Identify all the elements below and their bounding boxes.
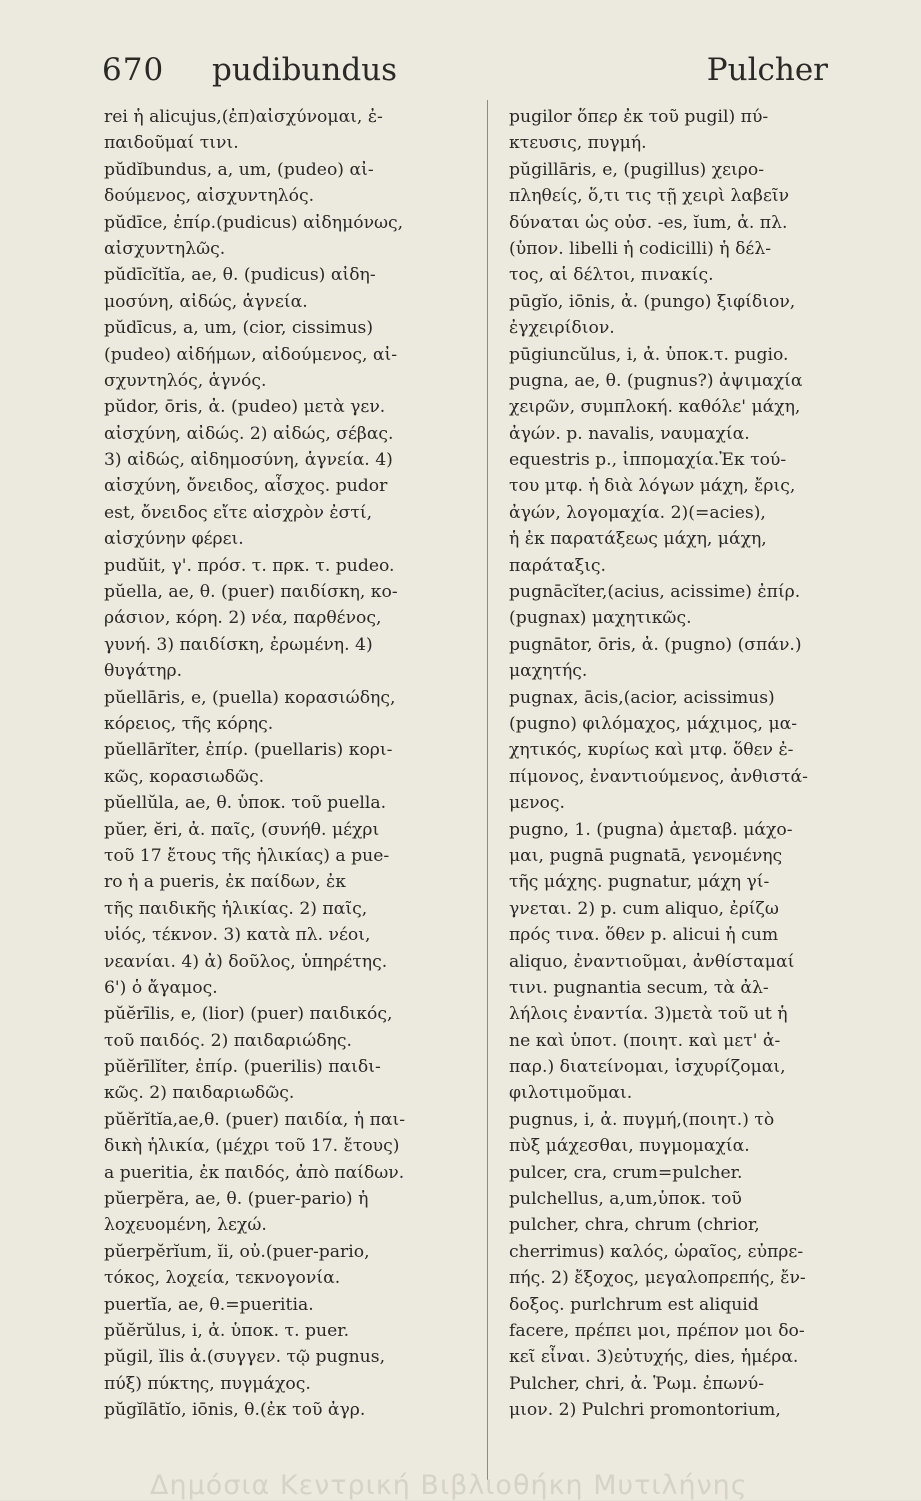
entry-line: πὺξ μάχεσθαι, πυγμομαχία. [509,1136,750,1157]
entry-line: cherrimus) καλός, ὡραῖος, εὐπρε- [509,1241,804,1262]
page-header [102,52,828,94]
entry-line: υἱός, τέκνον. 3) κατὰ πλ. νέοι, [104,925,371,946]
entry-line: pŭgillāris, e, (pugillus) χειρο- [509,159,765,180]
left-column [104,104,462,1424]
entry-line: rei ἡ alicujus,(ἐπ)αἰσχύνομαι, ἐ- [104,107,383,127]
entry-line: κῶς, κορασιωδῶς. [104,766,265,787]
entry-line: αἰσχύνην φέρει. [104,529,244,550]
entry-line: pŭgĭlātĭo, iōnis, θ.(ἐκ τοῦ ἀγρ. [104,1400,366,1421]
entry-line: λήλοις ἐναντία. 3)μετὰ τοῦ ut ἡ [509,1004,788,1025]
entry-line: pulchellus, a,um,ὑποκ. τοῦ [509,1189,742,1210]
entry-line: μαι, pugnā pugnatā, γενομένης [509,845,783,866]
entry-line: ράσιον, κόρη. 2) νέα, παρθένος, [104,608,382,629]
entry-line: ἡ ἐκ παρατάξεως μάχη, μάχη, [509,529,767,550]
entry-line: δικὴ ἡλικία, (μέχρι τοῦ 17. ἔτους) [104,1136,400,1157]
entry-line: τινι. pugnantia secum, τὰ ἀλ- [509,977,769,998]
entry-line: τοῦ 17 ἔτους τῆς ἡλικίας) a pue- [104,845,390,866]
entry-line: τος, αἱ δέλτοι, πινακίς. [509,265,714,286]
entry-line: pugno, 1. (pugna) ἀμεταβ. μάχο- [509,819,793,840]
entry-line: pugna, ae, θ. (pugnus?) ἀψιμαχία [509,370,803,391]
entry-line: πύξ) πύκτης, πυγμάχος. [104,1373,311,1394]
entry-line: pŭellāris, e, (puella) κορασιώδης, [104,687,396,708]
entry-line: pŭerpĕra, ae, θ. (puer-pario) ἡ [104,1189,369,1210]
entry-line: δοξος. purlchrum est aliquid [509,1294,759,1315]
entry-line: γυνή. 3) παιδίσκη, ἐρωμένη. 4) [104,634,373,655]
entry-line: pugnācĭter,(acius, acissime) ἐπίρ. [509,582,801,603]
entry-line: (pugnax) μαχητικῶς. [509,608,692,629]
entry-line: παιδοῦμαί τινι. [104,133,239,154]
entry-line: pŭĕrīlĭter, ἐπίρ. (puerilis) παιδι- [104,1057,381,1078]
entry-line: ro ἡ a pueris, ἐκ παίδων, ἐκ [104,872,346,893]
entry-line: aliquo, ἐναντιοῦμαι, ἀνθίσταμαί [509,951,795,972]
entry-line: δύναται ὡς οὐσ. -es, ĭum, ἀ. πλ. [509,212,788,233]
entry-line: κόρειος, τῆς κόρης. [104,713,274,734]
entry-line: ἀγών, λογομαχία. 2)(=acies), [509,502,766,523]
entry-line: τοῦ παιδός. 2) παιδαριώδης. [104,1030,352,1051]
entry-line: του μτφ. ἡ διὰ λόγων μάχη, ἔρις, [509,476,796,497]
entry-line: λοχευομένη, λεχώ. [104,1215,267,1236]
entry-line: τόκος, λοχεία, τεκνογονία. [104,1268,341,1289]
entry-line: pulcher, chra, chrum (chrior, [509,1215,760,1236]
entry-line: pŭellŭla, ae, θ. ὑποκ. τοῦ puella. [104,793,387,814]
entry-line: ne καὶ ὑποτ. (ποιητ. καὶ μετ' ἀ- [509,1030,781,1051]
entry-line: πληθείς, ὅ,τι τις τῇ χειρὶ λαβεῖν [509,186,790,207]
entry-line: ἐγχειρίδιον. [509,318,615,339]
entry-line: puertĭa, ae, θ.=pueritia. [104,1294,314,1315]
entry-line: est, ὄνειδος εἴτε αἰσχρὸν ἐστί, [104,502,373,523]
entry-line: pŭdīcus, a, um, (cior, cissimus) [104,318,374,339]
entry-line: μοσύνη, αἰδώς, ἁγνεία. [104,291,308,312]
entry-line: pūgiuncŭlus, i, ἀ. ὑποκ.τ. pugio. [509,344,789,365]
entry-line: facere, πρέπει μοι, πρέπον μοι δο- [509,1320,805,1341]
page-number: 670 [102,52,165,88]
entry-line: pŭerpĕrĭum, ĭi, οὐ.(puer-pario, [104,1241,370,1262]
entry-line: τῆς μάχης. pugnatur, μάχη γί- [509,872,770,893]
entry-line: αἰσχύνη, ὄνειδος, αἶσχος. pudor [104,476,388,497]
right-guideword: Pulcher [706,52,828,88]
entry-line: pŭdīcĭtĭa, ae, θ. (pudicus) αἰδη- [104,265,376,286]
entry-line: pugnax, ācis,(acior, acissimus) [509,687,775,708]
entry-line: μιον. 2) Pulchri promontorium, [509,1400,781,1421]
entry-line: παρ.) διατείνομαι, ἰσχυρίζομαι, [509,1057,786,1078]
entry-line: pŭĕrŭlus, i, ἀ. ὑποκ. τ. puer. [104,1320,350,1341]
entry-line: παράταξις. [509,555,607,576]
entry-line: αἰσχύνη, αἰδώς. 2) αἰδώς, σέβας. [104,423,394,444]
entry-line: πής. 2) ἔξοχος, μεγαλοπρεπής, ἔν- [509,1268,806,1289]
entry-line: (pudeo) αἰδήμων, αἰδούμενος, αἰ- [104,344,398,365]
entry-line: αἰσχυντηλῶς. [104,238,226,259]
entry-line: (ὑπον. libelli ἡ codicilli) ἡ δέλ- [509,238,772,259]
right-column [509,104,867,1424]
entry-line: κῶς. 2) παιδαριωδῶς. [104,1083,295,1104]
entry-line: pŭella, ae, θ. (puer) παιδίσκη, κο- [104,582,398,603]
entry-line: 3) αἰδώς, αἰδημοσύνη, ἁγνεία. 4) [104,450,393,471]
entry-line: σχυντηλός, ἁγνός. [104,370,267,391]
entry-line: χητικός, κυρίως καὶ μτφ. ὅθεν ἐ- [509,740,794,761]
entry-line: pudŭit, γ'. πρόσ. τ. πρκ. τ. pudeo. [104,555,395,576]
entry-line: equestris p., ἱππομαχία.Ἐκ τού- [509,450,787,471]
entry-line: pŭdĭbundus, a, um, (pudeo) αἰ- [104,159,374,180]
entry-line: pŭĕrīlis, e, (lior) (puer) παιδικός, [104,1004,393,1025]
entry-line: pŭellārĭter, ἐπίρ. (puellaris) κορι- [104,740,393,761]
entry-line: μενος. [509,793,565,814]
entry-line: pŭer, ĕri, ἀ. παῖς, (συνήθ. μέχρι [104,819,380,840]
entry-line: pŭdor, ōris, ἀ. (pudeo) μετὰ γεν. [104,397,386,418]
entry-line: a pueritia, ἐκ παιδός, ἀπὸ παίδων. [104,1162,405,1183]
entry-line: pŭdīce, ἐπίρ.(pudicus) αἰδημόνως, [104,212,404,233]
column-divider [487,100,488,1480]
entry-line: pugnātor, ōris, ἀ. (pugno) (σπάν.) [509,634,802,655]
entry-line: μαχητής. [509,661,588,682]
entry-line: pulcer, cra, crum=pulcher. [509,1162,743,1183]
entry-line: pūgĭo, iōnis, ἀ. (pungo) ξιφίδιον, [509,291,796,312]
entry-line: δούμενος, αἰσχυντηλός. [104,186,315,207]
entry-line: pŭgil, ĭlis ἀ.(συγγεν. τῷ pugnus, [104,1347,386,1368]
entry-line: κτευσις, πυγμή. [509,133,647,154]
entry-line: φιλοτιμοῦμαι. [509,1083,633,1104]
entry-line: pugilor ὅπερ ἐκ τοῦ pugil) πύ- [509,107,769,127]
entry-line: χειρῶν, συμπλοκή. καθόλε' μάχη, [509,397,801,418]
entry-line: pŭĕrĭtĭa,ae,θ. (puer) παιδία, ἡ παι- [104,1109,406,1130]
entry-line: θυγάτηρ. [104,661,183,682]
entry-line: Pulcher, chri, ἀ. Ῥωμ. ἐπωνύ- [509,1373,765,1394]
entry-line: 6') ὁ ἄγαμος. [104,977,218,998]
entry-line: κεῖ εἶναι. 3)εὐτυχής, dies, ἡμέρα. [509,1347,799,1368]
left-guideword: pudibundus [212,52,398,88]
entry-line: πρός τινα. ὅθεν p. alicui ἡ cum [509,925,779,946]
entry-line: τῆς παιδικῆς ἡλικίας. 2) παῖς, [104,898,368,919]
library-watermark: Δημόσια Κεντρική Βιβλιοθήκη Μυτιλήνης [150,1470,748,1501]
entry-line: γνεται. 2) p. cum aliquo, ἐρίζω [509,898,779,919]
entry-line: νεανίαι. 4) ἀ) δοῦλος, ὑπηρέτης. [104,951,388,972]
entry-line: πίμονος, ἐναντιούμενος, ἀνθιστά- [509,766,808,787]
entry-line: (pugno) φιλόμαχος, μάχιμος, μα- [509,713,798,734]
entry-line: pugnus, i, ἀ. πυγμή,(ποιητ.) τὸ [509,1109,775,1130]
entry-line: ἀγών. p. navalis, ναυμαχία. [509,423,750,444]
